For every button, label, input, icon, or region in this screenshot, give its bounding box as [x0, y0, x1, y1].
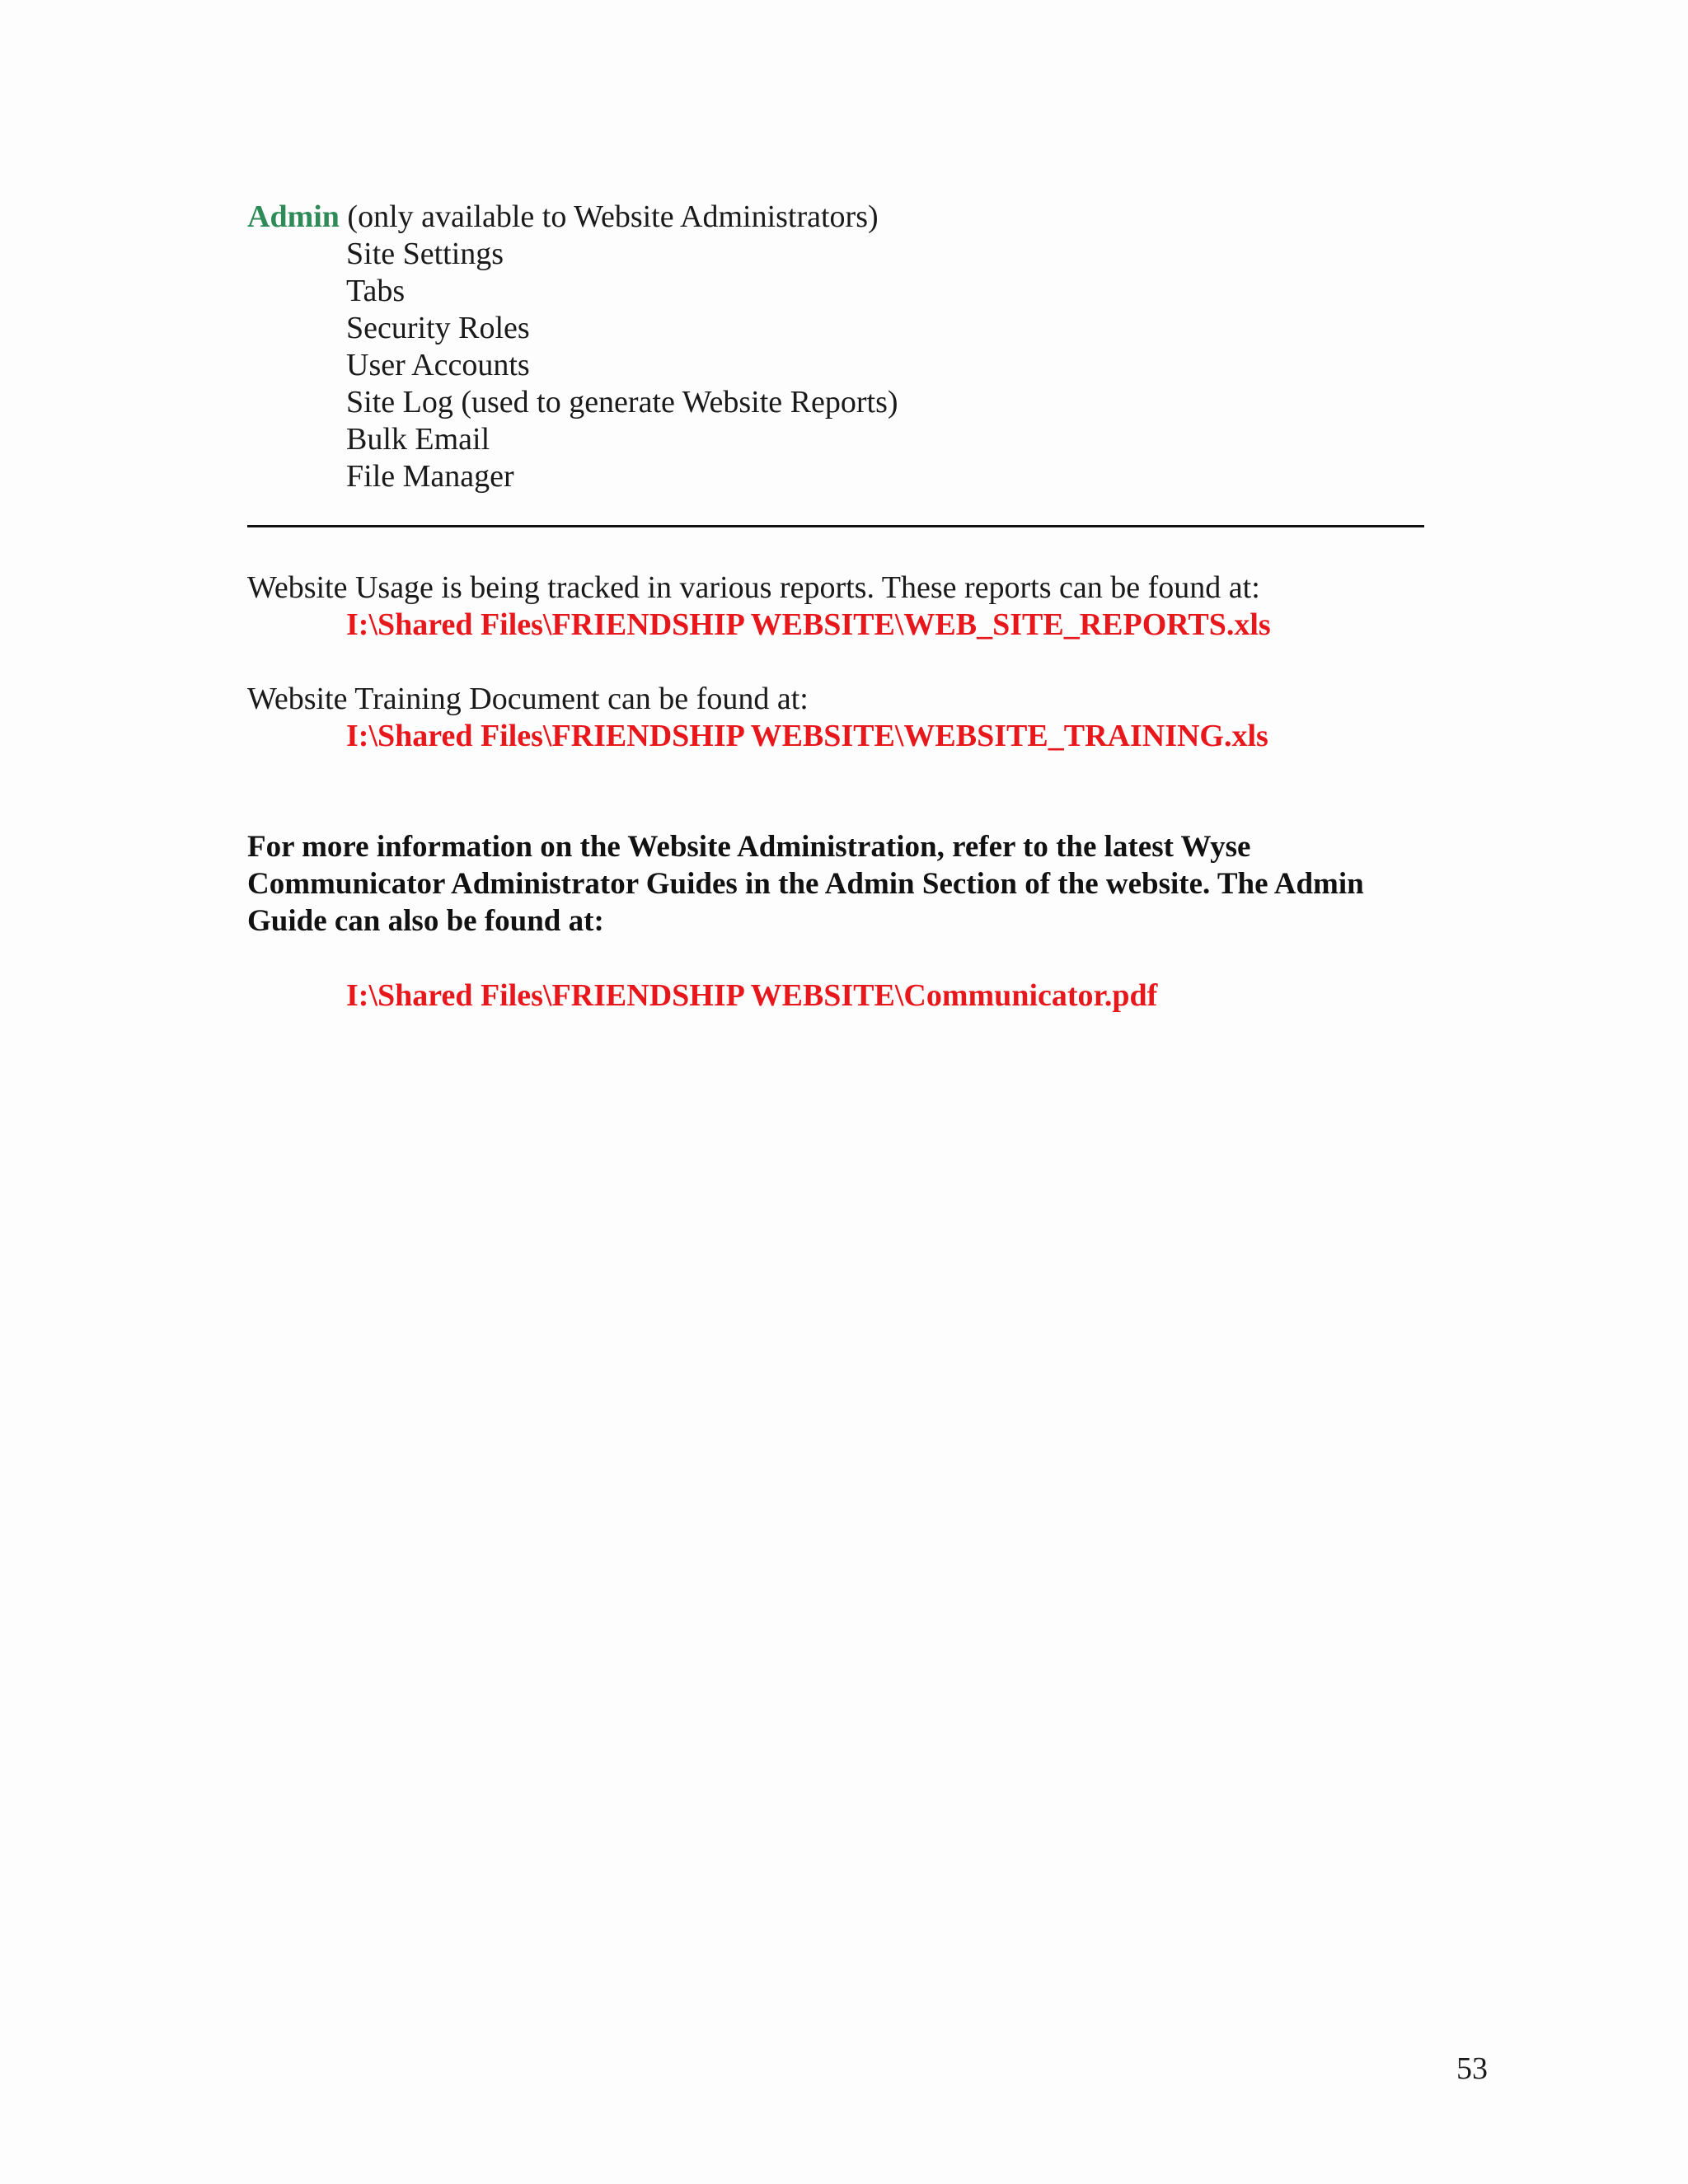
reports-path: I:\Shared Files\FRIENDSHIP WEBSITE\WEB_SITE_REPORTS.xls [346, 607, 1271, 642]
admin-heading: Admin [247, 199, 340, 234]
training-path: I:\Shared Files\FRIENDSHIP WEBSITE\WEBSITE_TRAINING.xls [346, 719, 1268, 753]
training-intro: Website Training Document can be found at: [247, 682, 809, 716]
admin-item-tabs: Tabs [346, 274, 406, 308]
admin-item-site-settings: Site Settings [346, 237, 504, 271]
more-info-line-3: Guide can also be found at: [247, 904, 604, 938]
admin-item-file-manager: File Manager [346, 459, 514, 494]
admin-heading-note: (only available to Website Administrators) [339, 199, 879, 234]
admin-item-bulk-email: Bulk Email [346, 422, 490, 457]
admin-item-site-log: Site Log (used to generate Website Reports) [346, 385, 898, 419]
reports-intro: Website Usage is being tracked in various reports. These reports can be found at: [247, 570, 1260, 605]
section-divider [247, 525, 1424, 527]
more-info-line-1: For more information on the Website Administration, refer to the latest Wyse [247, 830, 1251, 864]
communicator-path: I:\Shared Files\FRIENDSHIP WEBSITE\Communicator.pdf [346, 978, 1158, 1013]
more-info-line-2: Communicator Administrator Guides in the Admin Section of the website. The Admin [247, 867, 1364, 901]
page-number: 53 [1456, 2051, 1488, 2086]
admin-item-user-accounts: User Accounts [346, 348, 530, 382]
admin-item-security-roles: Security Roles [346, 311, 530, 345]
admin-heading-line [247, 198, 879, 236]
